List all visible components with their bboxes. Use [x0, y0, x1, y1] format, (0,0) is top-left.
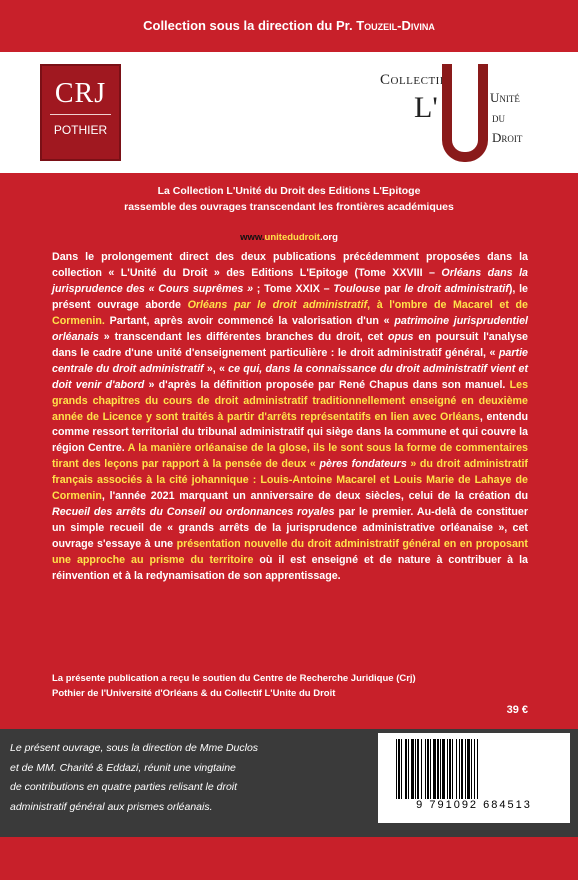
collectif-unite-word: Unité — [490, 90, 520, 105]
collectif-word: Collectif — [380, 72, 447, 88]
url-domain: unitedudroit — [264, 232, 320, 243]
logo-strip — [0, 52, 578, 173]
support-notice — [52, 671, 528, 701]
barcode-number: 9 791092 684513 — [416, 799, 532, 811]
editors-note-line-2: et de MM. Charité & Eddazi, réunit une vingtaine — [10, 761, 236, 774]
collection-intro — [40, 183, 538, 215]
support-line-2: Pothier de l'Université d'Orléans & du Collectif L'Unite du Droit — [52, 688, 336, 699]
isbn-barcode — [378, 733, 570, 823]
collectif-unite-du-droit-logo — [378, 58, 556, 166]
url-prefix: www. — [240, 232, 265, 243]
banner-prefix: Collection sous la direction du Pr. — [143, 18, 357, 33]
price-label: 39 € — [506, 704, 528, 716]
collectif-l-letter: L' — [414, 91, 438, 124]
back-cover-summary: Dans le prolongement direct des deux publications précédemment proposées dans la collection « L'Unité du Droit » des Editions L'Epitoge (Tome XXVIII – Orléans dans la jurisprudence des « Cours suprêmes » ; Tome XXIX – Toulouse par le droit administratif), le présent ouvrage aborde Orléans par le droit administratif, à l'ombre de Macarel et de Cormenin. Partant, après avoir commencé la valorisation d'un « patrimoine jurisprudentiel orléanais » transcendant les différentes branches du droit, cet opus en poursuit l'analyse dans le cadre d'une unité d'enseignement particulière : le droit administratif général, « partie centrale du droit administratif », « ce qui, dans la connaissance du droit administratif vient et doit venir d'abord » d'après la définition proposée par René Chapus dans son manuel. Les grands chapitres du cours de droit administratif traditionnellement enseigné en deuxième année de Licence y sont traités à partir d'arrêts représentatifs en lien avec Orléans, entendu comme ressort territorial du tribunal administratif qui siège dans la commune et qui couvre la région Centre. A la manière orléanaise de la glose, ils le sont sous la forme de commentaires tirant des leçons par rapport à la pensée de deux « pères fondateurs » du droit administratif français associés à la cité johannique : Louis-Antoine Macarel et Louis Marie de Lahaye de Cormenin, l'année 2021 marquant un anniversaire de deux siècles, celui de la création du Recueil des arrêts du Conseil ou ordonnances royales par le premier. Au-delà de constituer un simple recueil de « grands arrêts de la jurisprudence administrative orléanaise », cet ouvrage s'essaye à une présentation nouvelle du droit administratif général en en proposant une approche au prisme du territoire où il est enseigné et de nature à contribuer à la réinvention et à la redynamisation de son apprentissage. — [52, 251, 529, 583]
collectif-du-word: du — [492, 110, 505, 125]
url-suffix: .org — [319, 232, 338, 243]
collection-banner — [0, 0, 578, 52]
banner-director-name: Touzeil-Divina — [356, 18, 435, 33]
editors-note — [10, 739, 300, 817]
crj-pothier-logo — [40, 64, 121, 161]
crj-letters: CRJ — [54, 78, 107, 109]
collectif-u-shape — [442, 64, 488, 162]
bottom-red-strip — [0, 837, 578, 880]
support-line-1: La présente publication a reçu le soutien du Centre de Recherche Juridique (Crj) — [52, 673, 416, 684]
editors-note-line-4: administratif général aux prismes orléanais. — [10, 800, 213, 813]
website-url[interactable] — [0, 232, 578, 243]
crj-subtitle: POTHIER — [53, 123, 108, 137]
collectif-droit-word: Droit — [492, 130, 523, 145]
crj-divider — [50, 114, 111, 115]
intro-line-1: La Collection L'Unité du Droit des Editions L'Epitoge — [157, 185, 421, 197]
editors-note-line-3: de contributions en quatre parties relisant le droit — [10, 781, 238, 794]
editors-note-line-1: Le présent ouvrage, sous la direction de Mme Duclos — [10, 742, 259, 754]
intro-line-2: rassemble des ouvrages transcendant les frontières académiques — [124, 201, 454, 213]
barcode-bars — [396, 739, 558, 799]
